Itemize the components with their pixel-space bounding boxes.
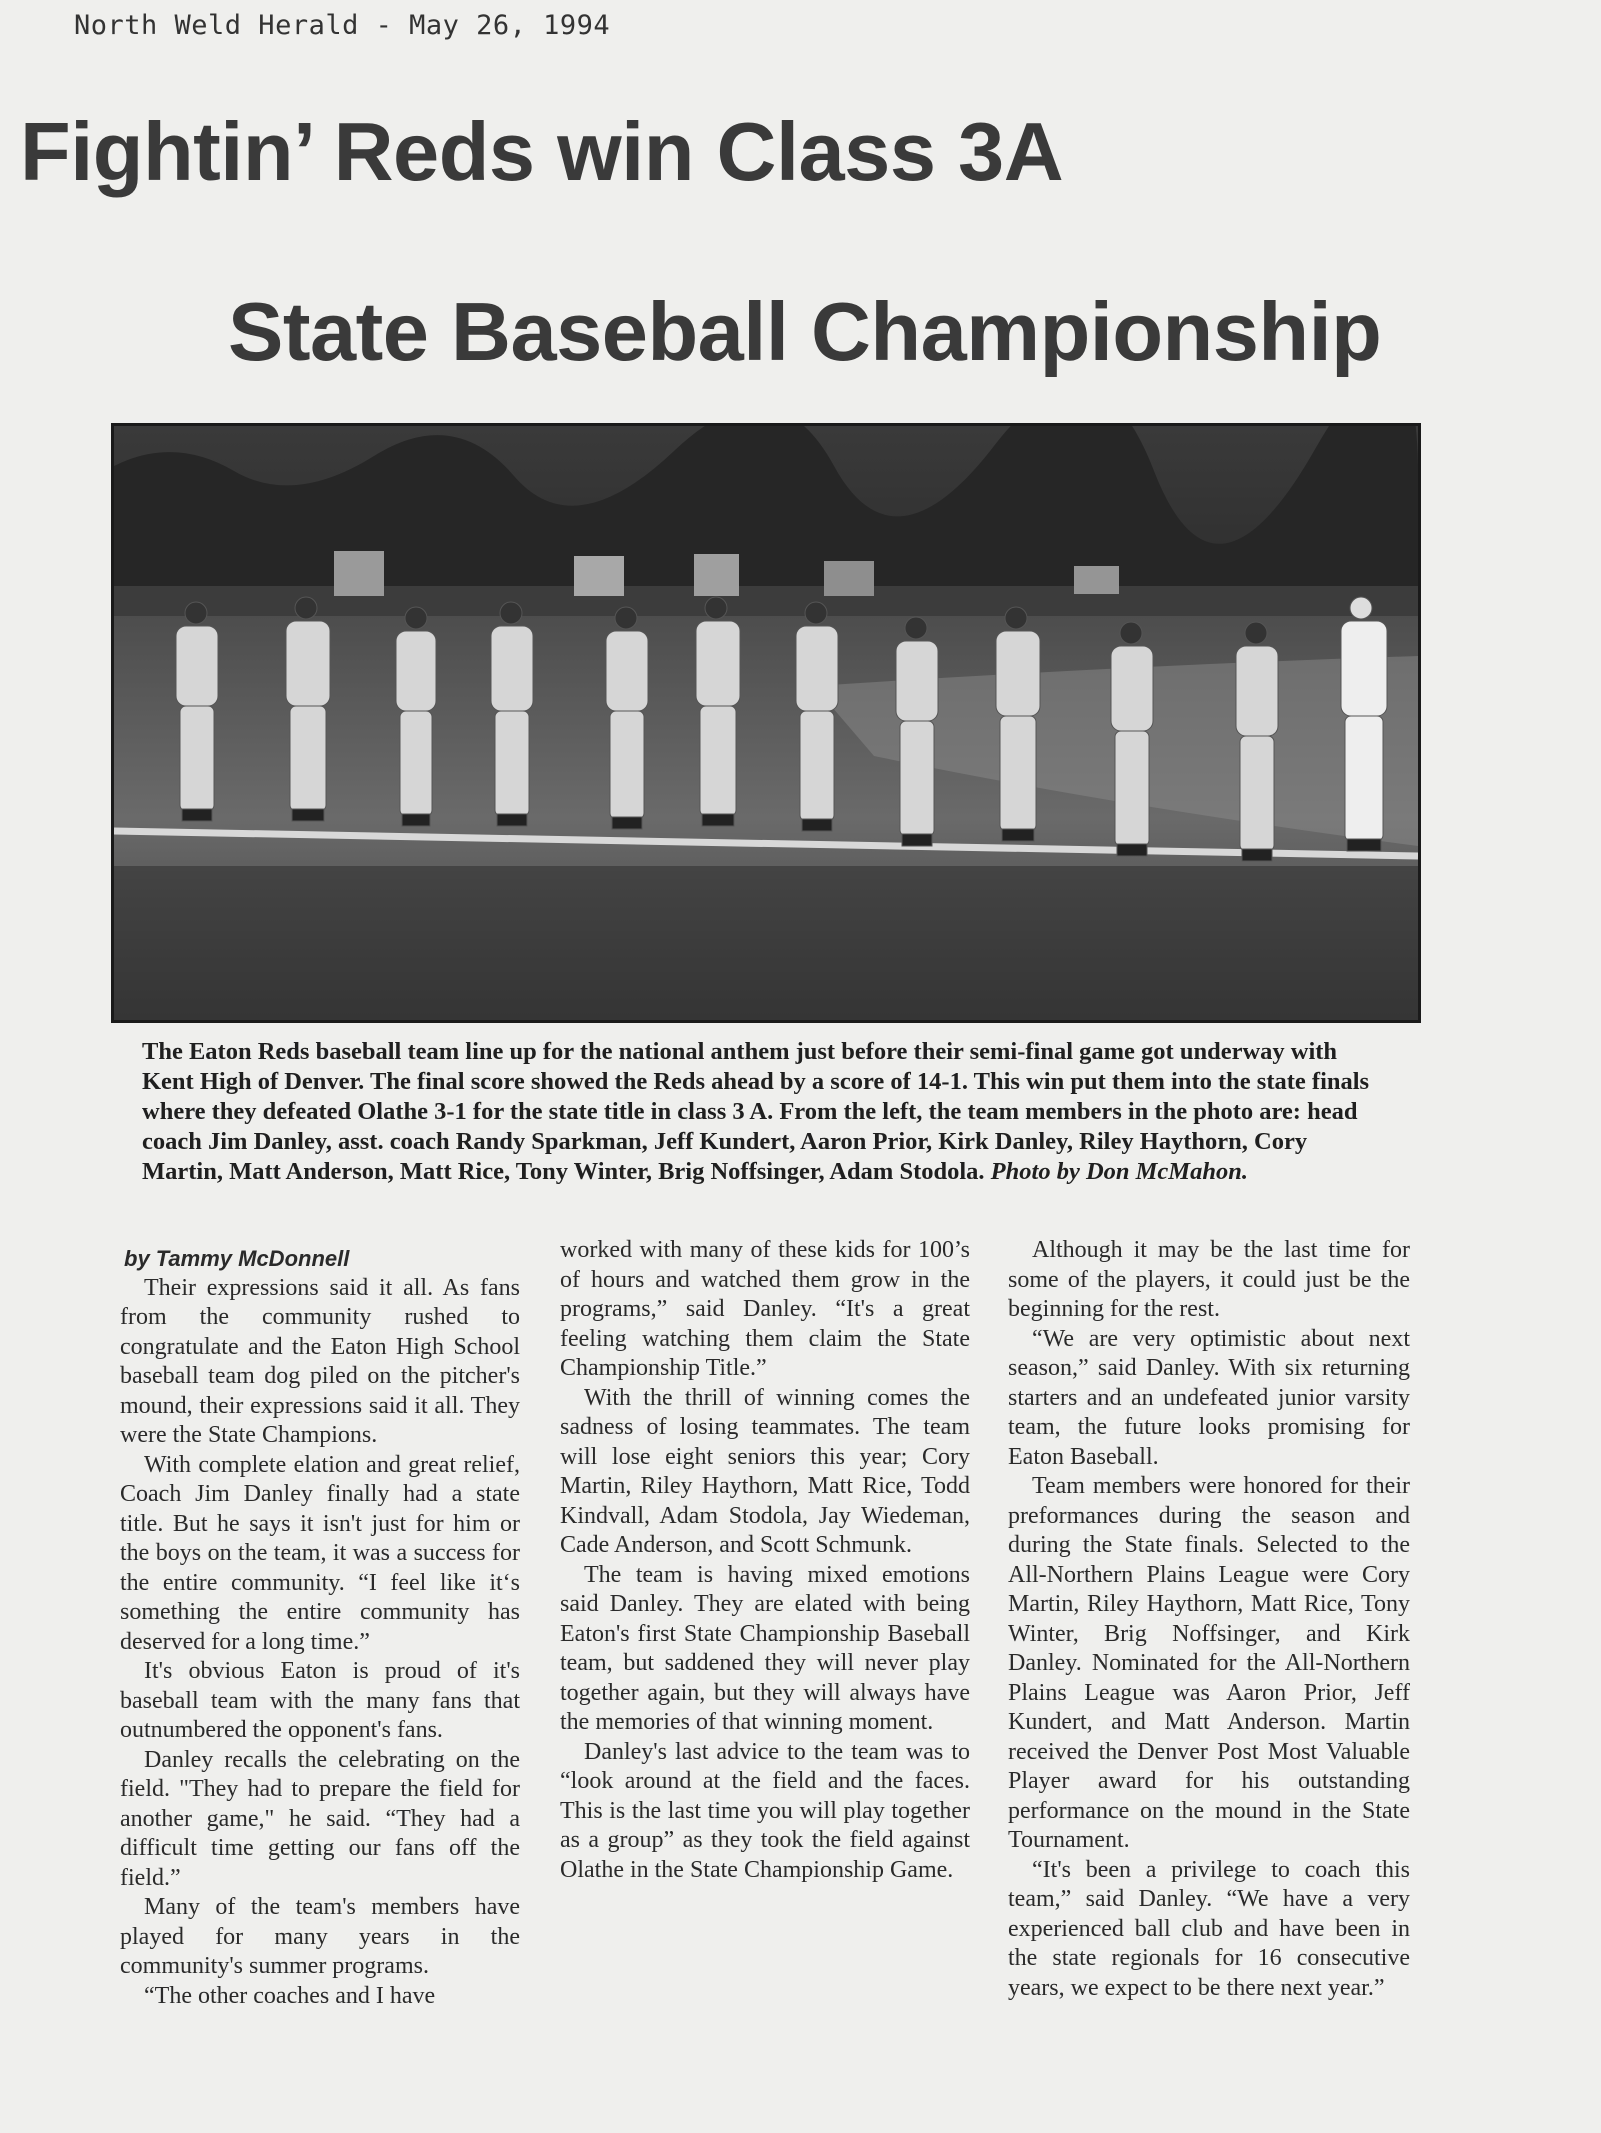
baseball-team-photo-icon	[114, 426, 1418, 1020]
article-column-1	[120, 1232, 520, 2011]
photo-caption	[142, 1037, 1387, 1187]
photo-credit: Photo by Don McMahon.	[990, 1158, 1248, 1185]
paragraph: It's obvious Eaton is proud of it's baseball team with the many fans that outnumbered the opponent's fans.	[120, 1658, 520, 1743]
masthead: North Weld Herald - May 26, 1994	[74, 10, 611, 41]
paragraph: Danley's last advice to the team was to “look around at the field and the faces. This is the last time you will play together as a group” as they took the field against Olathe in the State Championship Game.	[560, 1738, 970, 1883]
headline-line-2: State Baseball Championship	[228, 285, 1382, 378]
caption-text: The Eaton Reds baseball team line up for the national anthem just before their semi-final game got underway with Kent High of Denver. The final score showed the Reds ahead by a score of 14-1. This win put them into the state finals where they defeated Olathe 3-1 for the state title in class 3 A. From the left, the team members in the photo are: head coach Jim Danley, asst. coach Randy Sparkman, Jeff Kundert, Aaron Prior, Kirk Danley, Riley Haythorn, Cory Martin, Matt Anderson, Matt Rice, Tony Winter, Brig Noffsinger, Adam Stodola.	[142, 1038, 1370, 1185]
paragraph: The team is having mixed emotions said Danley. They are elated with being Eaton's first State Championship Baseball team, but saddened they will never play together again, but they will always have the memories of that winning moment.	[560, 1561, 970, 1735]
paragraph: “The other coaches and I have	[144, 1982, 436, 2009]
paragraph: Their expressions said it all. As fans from the community rushed to congratulate and the Eaton High School baseball team dog piled on the pitcher's mound, their expressions said it all. They were the State Champions.	[120, 1274, 520, 1448]
headline-line-1: Fightin’ Reds win Class 3A	[20, 105, 1064, 198]
team-photo	[111, 423, 1421, 1023]
paragraph: worked with many of these kids for 100’s of hours and watched them grow in the programs,” said Danley. “It's a great feeling watching them claim the State Championship Title.”	[560, 1237, 970, 1381]
paragraph: Danley recalls the celebrating on the field. "They had to prepare the field for another game," he said. “They had a difficult time getting our fans off the field.”	[120, 1746, 520, 1891]
paragraph: “It's been a privilege to coach this team,” said Danley. “We have a very experienced ball club and have been in the state regionals for 16 consecutive years, we expect to be there next year.”	[1008, 1856, 1410, 2001]
paragraph: Team members were honored for their preformances during the season and during the State finals. Selected to the All-Northern Plains League were Cory Martin, Riley Haythorn, Matt Rice, Tony Winter, Brig Noffsinger, and Kirk Danley. Nominated for the All-Northern Plains League was Aaron Prior, Jeff Kundert, and Matt Anderson. Martin received the Denver Post Most Valuable Player award for his outstanding performance on the mound in the State Tournament.	[1008, 1473, 1410, 1853]
byline: by Tammy McDonnell	[124, 1246, 350, 1271]
article-column-3	[1008, 1236, 1410, 2003]
paragraph: “We are very optimistic about next season,” said Danley. With six returning starters and an undefeated junior varsity team, the future looks promising for Eaton Baseball.	[1008, 1325, 1410, 1470]
paragraph: Many of the team's members have played for many years in the community's summer programs.	[120, 1894, 520, 1979]
paragraph: Although it may be the last time for some of the players, it could just be the beginning for the rest.	[1008, 1237, 1410, 1322]
article-column-2	[560, 1236, 970, 1885]
paragraph: With the thrill of winning comes the sadness of losing teammates. The team will lose eight seniors this year; Cory Martin, Riley Haythorn, Matt Rice, Todd Kindvall, Adam Stodola, Jay Wiedeman, Cade Anderson, and Scott Schmunk.	[560, 1384, 970, 1558]
paragraph: With complete elation and great relief, Coach Jim Danley finally had a state title. But he says it isn't just for him or the boys on the team, it was a success for the entire community. “I feel like it‘s something the entire community has deserved for a long time.”	[120, 1451, 520, 1655]
